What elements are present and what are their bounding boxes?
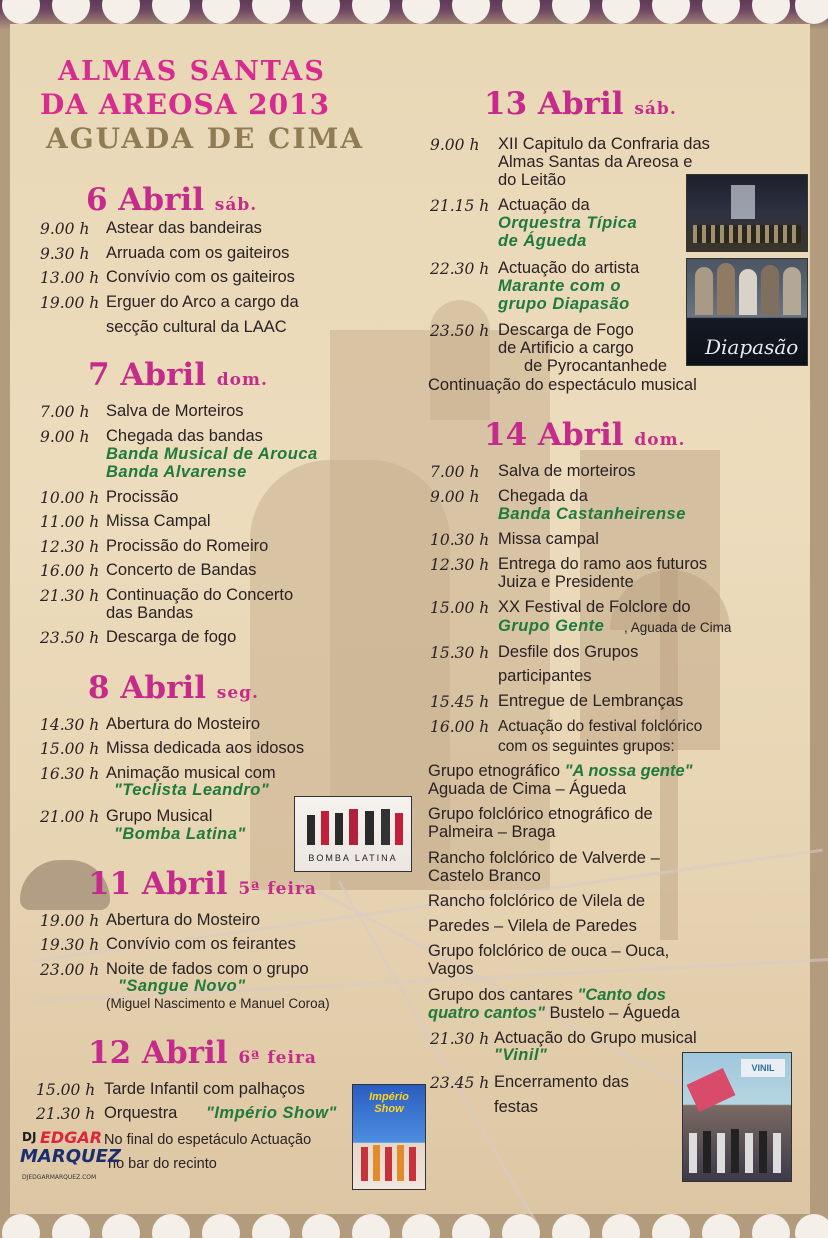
dj-name-2: MARQUEZ (20, 1146, 121, 1167)
group-entry-line2: Vagos (428, 960, 474, 978)
event-time: 11.00 h (40, 513, 100, 531)
event-time: 10.30 h (430, 531, 490, 549)
band-name: Banda Musical de Arouca (106, 445, 318, 463)
event-time: 19.30 h (40, 936, 100, 954)
event-suffix: , Aguada de Cima (624, 620, 732, 635)
event-text: de Artificio a cargo (498, 339, 634, 357)
event-text: Actuação da (498, 196, 590, 214)
event-time: 21.15 h (430, 197, 490, 215)
event-time: 15.00 h (40, 740, 100, 758)
day-heading-8-abril: 8 Abril seg. (88, 670, 259, 706)
poster-title: Império Show (369, 1091, 409, 1115)
event-time: 15.00 h (430, 599, 490, 617)
event-text: Actuação do artista (498, 259, 640, 277)
artist-name: Marante com o (498, 277, 621, 295)
event-text: XII Capitulo da Confraria das (498, 135, 710, 153)
event-text: Salva de Morteiros (106, 402, 244, 420)
event-time: 14.30 h (40, 716, 100, 734)
event-text: Actuação do Grupo musical (494, 1029, 697, 1047)
event-time: 23.00 h (40, 961, 100, 979)
event-time: 23.50 h (430, 322, 490, 340)
group-entry-line2: Castelo Branco (428, 867, 541, 885)
event-time: 16.00 h (430, 718, 490, 736)
event-time: 7.00 h (40, 403, 90, 421)
event-time: 16.30 h (40, 765, 100, 783)
event-text: Arruada com os gaiteiros (106, 244, 290, 262)
title-line-2: DA AREOSA 2013 (40, 88, 331, 121)
event-time: 12.30 h (40, 538, 100, 556)
event-time: 13.00 h (40, 269, 100, 287)
poster-title: VINIL (741, 1059, 785, 1077)
event-text: participantes (498, 667, 592, 685)
event-time: 22.30 h (430, 260, 490, 278)
event-time: 19.00 h (40, 912, 100, 930)
photo-caption: Diapasão (705, 335, 799, 359)
artist-name: "Império Show" (206, 1104, 337, 1122)
event-text: Almas Santas da Areosa e (498, 153, 693, 171)
band-name: Banda Alvarense (106, 463, 247, 481)
event-time: 15.45 h (430, 693, 490, 711)
day-heading-11-abril: 11 Abril 5ª feira (88, 866, 317, 902)
day-heading-7-abril: 7 Abril dom. (88, 357, 268, 393)
day-heading-13-abril: 13 Abril sáb. (484, 86, 677, 122)
event-time: 9.00 h (40, 428, 90, 446)
event-text: Noite de fados com o grupo (106, 960, 309, 978)
event-time: 9.30 h (40, 245, 90, 263)
event-text: Continuação do espectáculo musical (428, 376, 697, 394)
event-text: Astear das bandeiras (106, 219, 262, 237)
title-line-1: ALMAS SANTAS (58, 56, 326, 87)
event-text: Juiza e Presidente (498, 573, 634, 591)
vinil-poster (682, 1052, 792, 1182)
group-entry: Rancho folclórico de Vilela de (428, 892, 646, 910)
event-text: Procissão (106, 488, 179, 506)
event-time: 10.00 h (40, 489, 100, 507)
event-time: 21.30 h (36, 1105, 96, 1123)
event-text: Concerto de Bandas (106, 561, 257, 579)
event-text: Tarde Infantil com palhaços (104, 1080, 305, 1098)
artist-name: Orquestra Típica (498, 214, 638, 232)
event-text: Salva de morteiros (498, 462, 636, 480)
dj-name-1: EDGAR (40, 1128, 103, 1147)
event-time: 23.45 h (430, 1074, 490, 1092)
event-time: 7.00 h (430, 463, 480, 481)
day-heading-6-abril: 6 Abril sáb. (86, 182, 258, 218)
photo-caption: BOMBA LATINA (308, 853, 398, 863)
event-time: 15.00 h (36, 1081, 96, 1099)
event-text: Missa Campal (106, 512, 211, 530)
event-text: Erguer do Arco a cargo da (106, 293, 299, 311)
event-text: Actuação do festival folclórico (498, 718, 703, 735)
top-perforation (0, 0, 828, 14)
artist-name: "Vinil" (494, 1046, 548, 1064)
event-text: Entrega do ramo aos futuros (498, 555, 708, 573)
event-time: 12.30 h (430, 556, 490, 574)
event-text: Desfile dos Grupos (498, 643, 639, 661)
artist-name: "Sangue Novo" (118, 977, 246, 995)
group-entry-line2: Paredes – Vilela de Paredes (428, 917, 637, 935)
group-entry: Grupo etnográfico "A nossa gente" (428, 762, 693, 780)
event-text: Chegada das bandas (106, 427, 263, 445)
event-text: das Bandas (106, 604, 194, 622)
event-text: no bar do recinto (108, 1156, 217, 1172)
group-entry-line2: Palmeira – Braga (428, 823, 556, 841)
group-name: Grupo Gente (498, 617, 605, 635)
artist-name: "Teclista Leandro" (114, 781, 270, 799)
title-line-3: AGUADA DE CIMA (46, 122, 365, 155)
event-text: Descarga de Fogo (498, 321, 634, 339)
event-text: com os seguintes grupos: (498, 738, 675, 755)
bomba-latina-photo (294, 796, 412, 872)
event-text: Chegada da (498, 487, 588, 505)
event-time: 21.00 h (40, 808, 100, 826)
event-text: secção cultural da LAAC (106, 318, 287, 336)
day-heading-14-abril: 14 Abril dom. (484, 417, 686, 453)
event-time: 19.00 h (40, 294, 100, 312)
imperio-show-poster (352, 1084, 426, 1190)
group-entry-line2: quatro cantos" Bustelo – Águeda (428, 1004, 680, 1022)
orchestra-photo (686, 174, 808, 252)
artist-name: "Bomba Latina" (114, 825, 246, 843)
band-name: Banda Castanheirense (498, 505, 686, 523)
event-text: No final do espetáculo Actuação (104, 1132, 312, 1148)
artist-name: de Águeda (498, 232, 587, 250)
event-text: Convívio com os gaiteiros (106, 268, 295, 286)
event-time: 15.30 h (430, 644, 490, 662)
artist-name: grupo Diapasão (498, 295, 630, 313)
group-entry: Grupo dos cantares "Canto dos (428, 986, 666, 1004)
group-entry: Grupo folclórico etnográfico de (428, 805, 653, 823)
bottom-perforation (0, 1214, 828, 1238)
event-text: Missa campal (498, 530, 599, 548)
group-entry-line2: Aguada de Cima – Águeda (428, 780, 627, 798)
event-time: 23.50 h (40, 629, 100, 647)
event-note: (Miguel Nascimento e Manuel Coroa) (106, 996, 330, 1011)
event-text: Missa dedicada aos idosos (106, 739, 305, 757)
event-text: do Leitão (498, 171, 566, 189)
group-entry: Grupo folclórico de ouca – Ouca, (428, 942, 670, 960)
event-text: Entregue de Lembranças (498, 692, 684, 710)
event-time: 16.00 h (40, 562, 100, 580)
event-text: Grupo Musical (106, 807, 213, 825)
event-text: Procissão do Romeiro (106, 537, 269, 555)
event-time: 21.30 h (40, 587, 100, 605)
day-heading-12-abril: 12 Abril 6ª feira (88, 1035, 317, 1071)
event-time: 9.00 h (430, 488, 480, 506)
event-text: Encerramento das (494, 1073, 629, 1091)
group-entry: Rancho folclórico de Valverde – (428, 849, 660, 867)
event-text: festas (494, 1098, 539, 1116)
event-text: Animação musical com (106, 764, 276, 782)
event-text: Descarga de fogo (106, 628, 237, 646)
event-time: 21.30 h (430, 1030, 490, 1048)
diapasao-photo (686, 258, 808, 366)
event-text: Abertura do Mosteiro (106, 911, 261, 929)
event-text: de Pyrocantanhede (524, 357, 668, 375)
event-text: Abertura do Mosteiro (106, 715, 261, 733)
dj-label: DJ (22, 1130, 37, 1144)
dj-url: DJEDGARMARQUEZ.COM (22, 1174, 97, 1181)
event-text: Continuação do Concerto (106, 586, 294, 604)
event-time: 9.00 h (40, 220, 90, 238)
event-text: Convívio com os feirantes (106, 935, 296, 953)
event-text: XX Festival de Folclore do (498, 598, 691, 616)
event-time: 9.00 h (430, 136, 480, 154)
event-text: Orquestra (104, 1104, 178, 1122)
